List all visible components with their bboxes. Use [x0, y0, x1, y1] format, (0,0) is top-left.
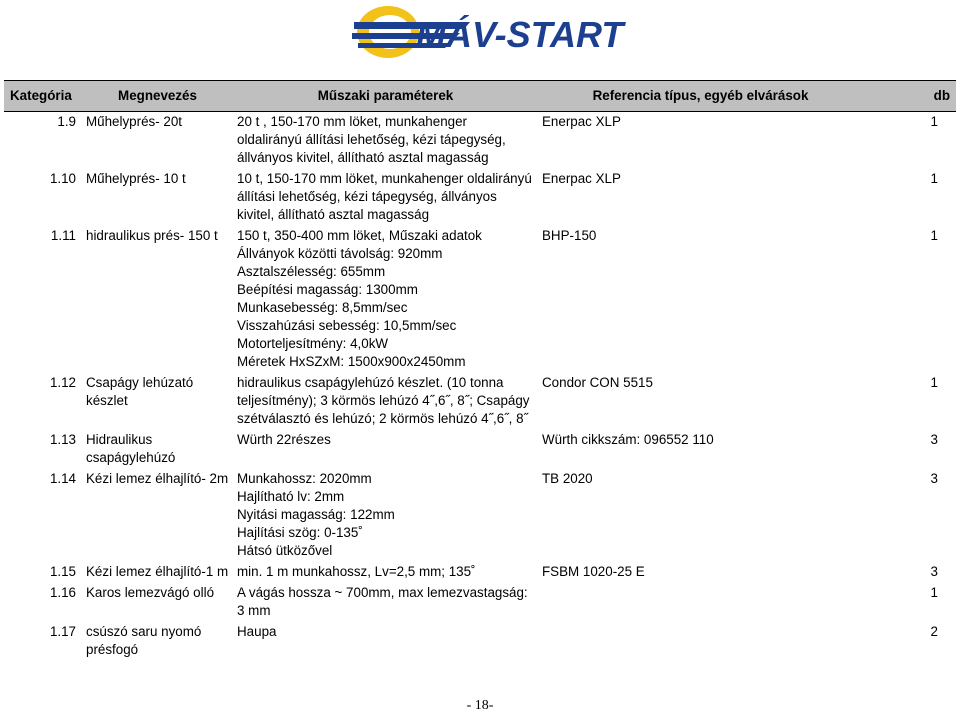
row-category: 1.11 [50, 228, 76, 243]
spec-line: 10 t, 150-170 mm löket, munkahenger oldalirányú állítási lehetőség, kézi tápegység, állványos kivitel, állítható asztal magasság [237, 171, 532, 222]
row-category: 1.15 [49, 564, 76, 579]
mav-start-logo [350, 2, 630, 60]
row-parameters [233, 469, 538, 562]
row-reference [538, 583, 863, 622]
row-category: 1.12 [49, 375, 76, 390]
row-reference: FSBM 1020-25 E [542, 564, 645, 579]
row-quantity: 2 [930, 624, 938, 639]
row-name: Műhelyprés- 10 t [86, 171, 186, 186]
row-name: Karos lemezvágó olló [86, 585, 215, 600]
spec-line: Hajlítási szög: 0-135˚ [237, 525, 363, 540]
spec-line: min. 1 m munkahossz, Lv=2,5 mm; 135˚ [237, 564, 476, 579]
table-row [4, 112, 956, 170]
logo-graphic [350, 2, 630, 60]
row-category: 1.16 [49, 585, 76, 600]
spec-line: Asztalszélesség: 655mm [237, 264, 386, 279]
spec-line: Beépítési magasság: 1300mm [237, 282, 418, 297]
row-category: 1.14 [49, 471, 76, 486]
row-quantity: 1 [930, 171, 938, 186]
row-name: Kézi lemez élhajlító-1 m [86, 564, 229, 579]
row-reference: Würth cikkszám: 096552 110 [542, 432, 714, 447]
table-body [4, 112, 956, 662]
spec-line: Méretek HxSZxM: 1500x900x2450mm [237, 354, 466, 369]
row-parameters [233, 226, 538, 373]
row-quantity: 1 [930, 585, 938, 600]
header-name: Megnevezés [82, 81, 233, 112]
page-number: - 18- [466, 698, 494, 713]
row-name: Műhelyprés- 20t [86, 114, 183, 129]
header-row [4, 81, 956, 112]
table-row [4, 622, 956, 661]
row-quantity: 1 [930, 375, 938, 390]
row-quantity: 3 [930, 432, 938, 447]
spec-line: Motorteljesítmény: 4,0kW [237, 336, 389, 351]
header-parameters: Műszaki paraméterek [233, 81, 538, 112]
table-row [4, 469, 956, 562]
row-reference [538, 622, 863, 661]
spec-line: A vágás hossza ~ 700mm, max lemezvastagság: 3 mm [237, 585, 528, 618]
table-row [4, 562, 956, 583]
row-reference: TB 2020 [542, 471, 593, 486]
row-parameters [233, 583, 538, 622]
header-category: Kategória [4, 81, 82, 112]
row-parameters [233, 562, 538, 583]
table-row [4, 373, 956, 430]
row-reference: BHP-150 [542, 228, 597, 243]
row-name: Kézi lemez élhajlító- 2m [86, 471, 229, 486]
table-row [4, 583, 956, 622]
row-parameters [233, 373, 538, 430]
row-quantity: 3 [930, 471, 938, 486]
row-name: Csapágy lehúzató készlet [86, 375, 194, 408]
row-parameters [233, 622, 538, 661]
spec-line: Nyitási magasság: 122mm [237, 507, 395, 522]
spec-line: Munkahossz: 2020mm [237, 471, 372, 486]
row-quantity: 3 [930, 564, 938, 579]
logo-text: MÁV-START [416, 14, 624, 55]
row-parameters [233, 112, 538, 170]
row-name: hidraulikus prés- 150 t [86, 228, 218, 243]
row-parameters [233, 430, 538, 469]
row-reference: Condor CON 5515 [542, 375, 653, 390]
row-category: 1.17 [49, 624, 76, 639]
row-parameters [233, 169, 538, 226]
spec-line: Hátsó ütközővel [237, 543, 333, 558]
row-reference: Enerpac XLP [542, 114, 621, 129]
row-name: Hidraulikus csapágylehúzó [86, 432, 176, 465]
table-row [4, 226, 956, 373]
row-quantity: 1 [930, 114, 938, 129]
spec-line: Haupa [237, 624, 277, 639]
spec-line: 150 t, 350-400 mm löket, Műszaki adatok [237, 228, 482, 243]
header-quantity: db [863, 81, 956, 112]
spec-line: Visszahúzási sebesség: 10,5mm/sec [237, 318, 457, 333]
row-reference: Enerpac XLP [542, 171, 621, 186]
table-row [4, 169, 956, 226]
spec-line: 20 t , 150-170 mm löket, munkahenger oldalirányú állítási lehetőség, kézi tápegység, állványos kivitel, állítható asztal magasság [237, 114, 506, 165]
spec-line: Munkasebesség: 8,5mm/sec [237, 300, 408, 315]
row-category: 1.10 [49, 171, 76, 186]
row-quantity: 1 [930, 228, 938, 243]
table-row [4, 430, 956, 469]
spec-line: Würth 22részes [237, 432, 331, 447]
row-category: 1.13 [49, 432, 76, 447]
spec-line: hidraulikus csapágylehúzó készlet. (10 tonna teljesítmény); 3 körmös lehúzó 4˝,6˝, 8˝; Csapágy szétválasztó és lehúzó; 2 körmös lehúzó 4˝,6˝, 8˝ [237, 375, 530, 426]
header-reference: Referencia típus, egyéb elvárások [538, 81, 863, 112]
row-name: csúszó saru nyomó présfogó [86, 624, 202, 657]
row-category: 1.9 [57, 114, 76, 129]
spec-line: Állványok közötti távolság: 920mm [237, 246, 443, 261]
equipment-table [4, 80, 956, 661]
spec-line: Hajlítható lv: 2mm [237, 489, 345, 504]
